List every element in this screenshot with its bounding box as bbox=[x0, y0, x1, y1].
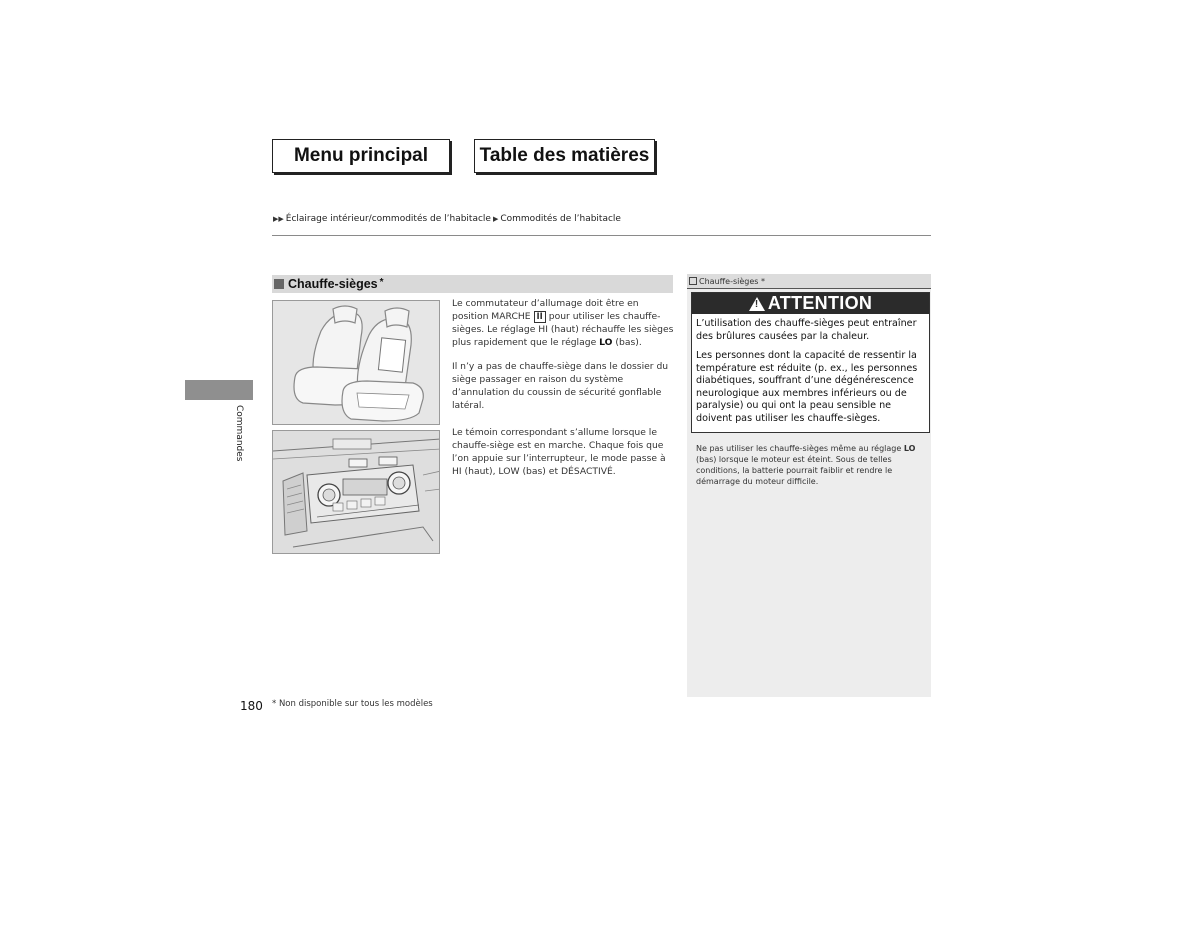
seat-illustration bbox=[272, 300, 440, 425]
section-title: Chauffe-sièges * bbox=[288, 277, 384, 291]
chapter-tab[interactable] bbox=[185, 380, 253, 400]
reference-icon bbox=[689, 277, 697, 285]
section-square-icon bbox=[274, 279, 284, 289]
header-divider bbox=[272, 235, 931, 236]
breadcrumb bbox=[273, 214, 621, 224]
breadcrumb-arrow-icon: ▶▶ bbox=[273, 215, 284, 223]
warning-text-sensitive-people: Les personnes dont la capacité de ressentir la température est réduite (p. ex., les personnes diabétiques, souffrant d’une dégénérescence neurologique aux membres inférieurs ou de paralysie) ou qui ont la peau sensible ne doivent pas utiliser les chauffe-sièges. bbox=[696, 350, 918, 424]
paragraph-indicator: Le témoin correspondant s’allume lorsque le chauffe-siège est en marche. Chaque fois que l’on appuie sur l’interrupteur, le mode passe à HI (haut), LOW (bas) et DÉSACTIVÉ. bbox=[452, 427, 666, 477]
sidebar-reference-title: Chauffe-sièges * bbox=[687, 274, 931, 288]
warning-box bbox=[691, 292, 930, 433]
table-of-contents-button[interactable]: Table des matières bbox=[474, 139, 655, 173]
paragraph-ignition: Le commutateur d’allumage doit être en position MARCHE II pour utiliser les chauffe-sièges. Le réglage HI (haut) réchauffe les sièges plus rapidement que le réglage LO (bas). bbox=[452, 298, 674, 348]
ignition-key-position: II bbox=[534, 311, 546, 323]
breadcrumb-item-lighting[interactable]: Éclairage intérieur/commodités de l’habitacle bbox=[285, 214, 491, 224]
warning-header: ! ATTENTION bbox=[692, 293, 929, 314]
warning-triangle-icon bbox=[749, 297, 765, 311]
breadcrumb-item-conveniences[interactable]: Commodités de l’habitacle bbox=[500, 214, 621, 224]
footnote: * Non disponible sur tous les modèles bbox=[272, 699, 433, 709]
main-menu-button[interactable]: Menu principal bbox=[272, 139, 450, 173]
section-header bbox=[272, 275, 673, 293]
battery-note: Ne pas utiliser les chauffe-sièges même au réglage LO (bas) lorsque le moteur est éteint. Sous de telles conditions, la batterie pourrait faiblir et rendre le démarrage du moteur difficile. bbox=[696, 444, 916, 486]
warning-text-burns: L’utilisation des chauffe-sièges peut entraîner des brûlures causées par la chaleur. bbox=[696, 318, 917, 342]
dashboard-illustration bbox=[272, 430, 440, 554]
breadcrumb-arrow-icon: ▶ bbox=[492, 215, 499, 223]
page-number: 180 bbox=[240, 699, 263, 713]
paragraph-passenger-seat: Il n’y a pas de chauffe-siège dans le dossier du siège passager en raison du système d’annulation du coussin de sécurité gonflable latéral. bbox=[452, 361, 669, 411]
chapter-label: Commandes bbox=[234, 405, 244, 462]
sidebar-divider bbox=[687, 288, 931, 289]
